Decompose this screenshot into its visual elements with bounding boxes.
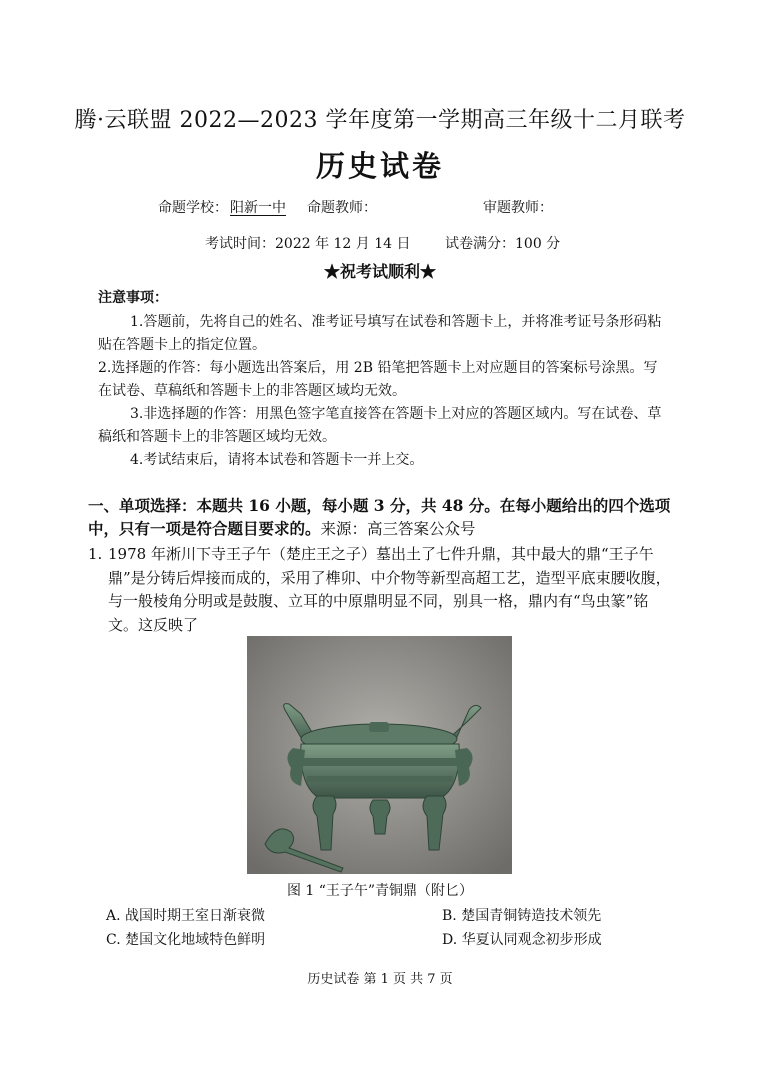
figure-caption: 图 1 “王子午”青铜鼎（附匕） [286, 883, 474, 899]
bronze-ding-photo [247, 636, 512, 874]
question-number: 1. [88, 545, 103, 563]
option-d: D. 华夏认同观念初步形成 [442, 932, 602, 948]
notice-heading: 注意事项： [98, 290, 168, 306]
exam-time: 考试时间：2022 年 12 月 14 日 [205, 236, 411, 252]
question-stem: 1978 年淅川下寺王子午（楚庄王之子）墓出土了七件升鼎，其中最大的鼎“王子午鼎”是分铸后焊接而成的，采用了榫卯、中介物等新型高超工艺，造型平底束腰收腹，与一般棱角分明或是鼓腹、立耳的中原鼎明显不同，别具一格，鼎内有“鸟虫篆”铭文。这反映了 [108, 545, 671, 634]
bronze-ding-illustration [247, 636, 512, 874]
option-c: C. 楚国文化地域特色鲜明 [106, 932, 266, 948]
author-label: 命题教师： [307, 200, 377, 216]
notice-item-1: 1.答题前，先将自己的姓名、准考证号填写在试卷和答题卡上，并将准考证号条形码粘贴在答题卡上的指定位置。 [98, 314, 662, 353]
good-luck-wish: ★祝考试顺利★ [323, 262, 436, 281]
exam-title: 腾·云联盟 2022—2023 学年度第一学期高三年级十二月联考 [74, 108, 686, 133]
source-note: 来源：高三答案公众号 [320, 520, 476, 538]
question-1 [88, 543, 678, 637]
reviewer-label: 审题教师： [483, 200, 553, 216]
notice-item-4: 4.考试结束后，请将本试卷和答题卡一并上交。 [130, 452, 424, 468]
option-a: A. 战国时期王室日渐衰微 [106, 908, 266, 924]
section-heading-text: 一、单项选择：本题共 16 小题，每小题 3 分，共 48 分。在每小题给出的四个选项中，只有一项是符合题目要求的。 [88, 496, 671, 538]
full-score: 试卷满分：100 分 [445, 236, 561, 252]
school-value: 阳新一中 [230, 200, 286, 216]
school-label: 命题学校： [158, 200, 228, 216]
notice-item-2: 2.选择题的作答：每小题选出答案后，用 2B 铅笔把答题卡上对应题目的答案标号涂黑。写在试卷、草稿纸和答题卡上的非答题区域均无效。 [98, 360, 658, 399]
option-b: B. 楚国青铜铸造技术领先 [442, 908, 602, 924]
page-footer: 历史试卷 第 1 页 共 7 页 [307, 972, 453, 987]
section-heading [88, 494, 678, 541]
notice-item-3: 3.非选择题的作答：用黑色签字笔直接答在答题卡上对应的答题区域内。写在试卷、草稿纸和答题卡上的非答题区域均无效。 [98, 406, 662, 445]
subject-title: 历史试卷 [315, 149, 444, 183]
